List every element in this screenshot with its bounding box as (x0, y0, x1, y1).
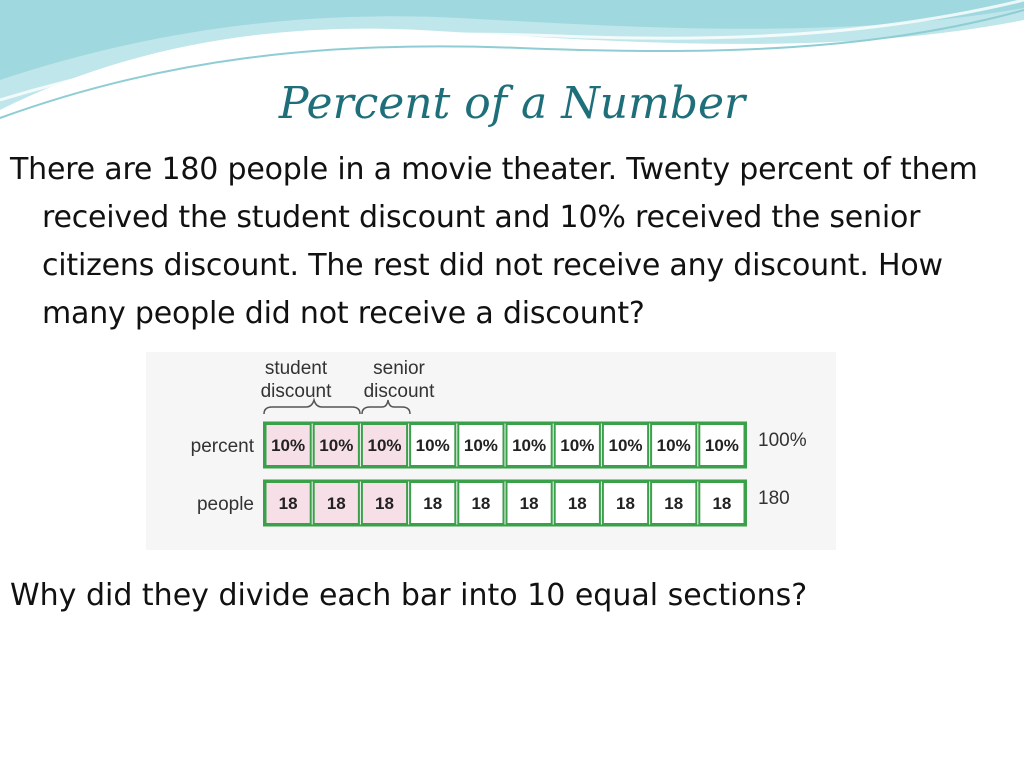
cell-value: 10% (560, 436, 595, 455)
cell-value: 10% (704, 436, 739, 455)
student-brace (264, 400, 360, 414)
cell-value: 10% (271, 436, 306, 455)
cell-value: 10% (367, 436, 402, 455)
cell-value: 18 (471, 494, 491, 513)
problem-text: There are 180 people in a movie theater. Twenty percent of them received the student discount and 10% received the senior citizens discount. The rest did not receive any discount. How many people did not receive a discount? (10, 152, 978, 331)
row-label-percent: percent (190, 436, 254, 457)
cell-value: 18 (567, 494, 587, 513)
cell-value: 18 (375, 494, 394, 513)
cell-value: 18 (519, 494, 539, 513)
brace-label-student-1: student (264, 358, 328, 379)
brace-label-senior-1: senior (373, 358, 425, 379)
cell-value: 18 (423, 494, 443, 513)
cell-value: 10% (656, 436, 691, 455)
cell-value: 10% (415, 436, 450, 455)
tape-diagram (146, 352, 836, 550)
senior-brace (362, 400, 410, 414)
cell-value: 18 (278, 494, 298, 513)
brace-label-senior-2: discount (363, 381, 435, 402)
brace-label-student-2: discount (260, 381, 332, 402)
cell-value: 10% (463, 436, 498, 455)
slide-title: Percent of a Number (278, 78, 746, 129)
row-total-people: 180 (758, 488, 790, 509)
row-total-percent: 100% (758, 430, 807, 451)
row-label-people: people (196, 494, 254, 515)
cell-value: 18 (664, 494, 684, 513)
cell-value: 10% (512, 436, 547, 455)
cell-value: 18 (616, 494, 635, 513)
cell-value: 18 (712, 494, 732, 513)
cell-value: 10% (608, 436, 643, 455)
question-text: Why did they divide each bar into 10 equal sections? (10, 578, 808, 613)
cell-value: 18 (326, 494, 346, 513)
cell-value: 10% (319, 436, 354, 455)
